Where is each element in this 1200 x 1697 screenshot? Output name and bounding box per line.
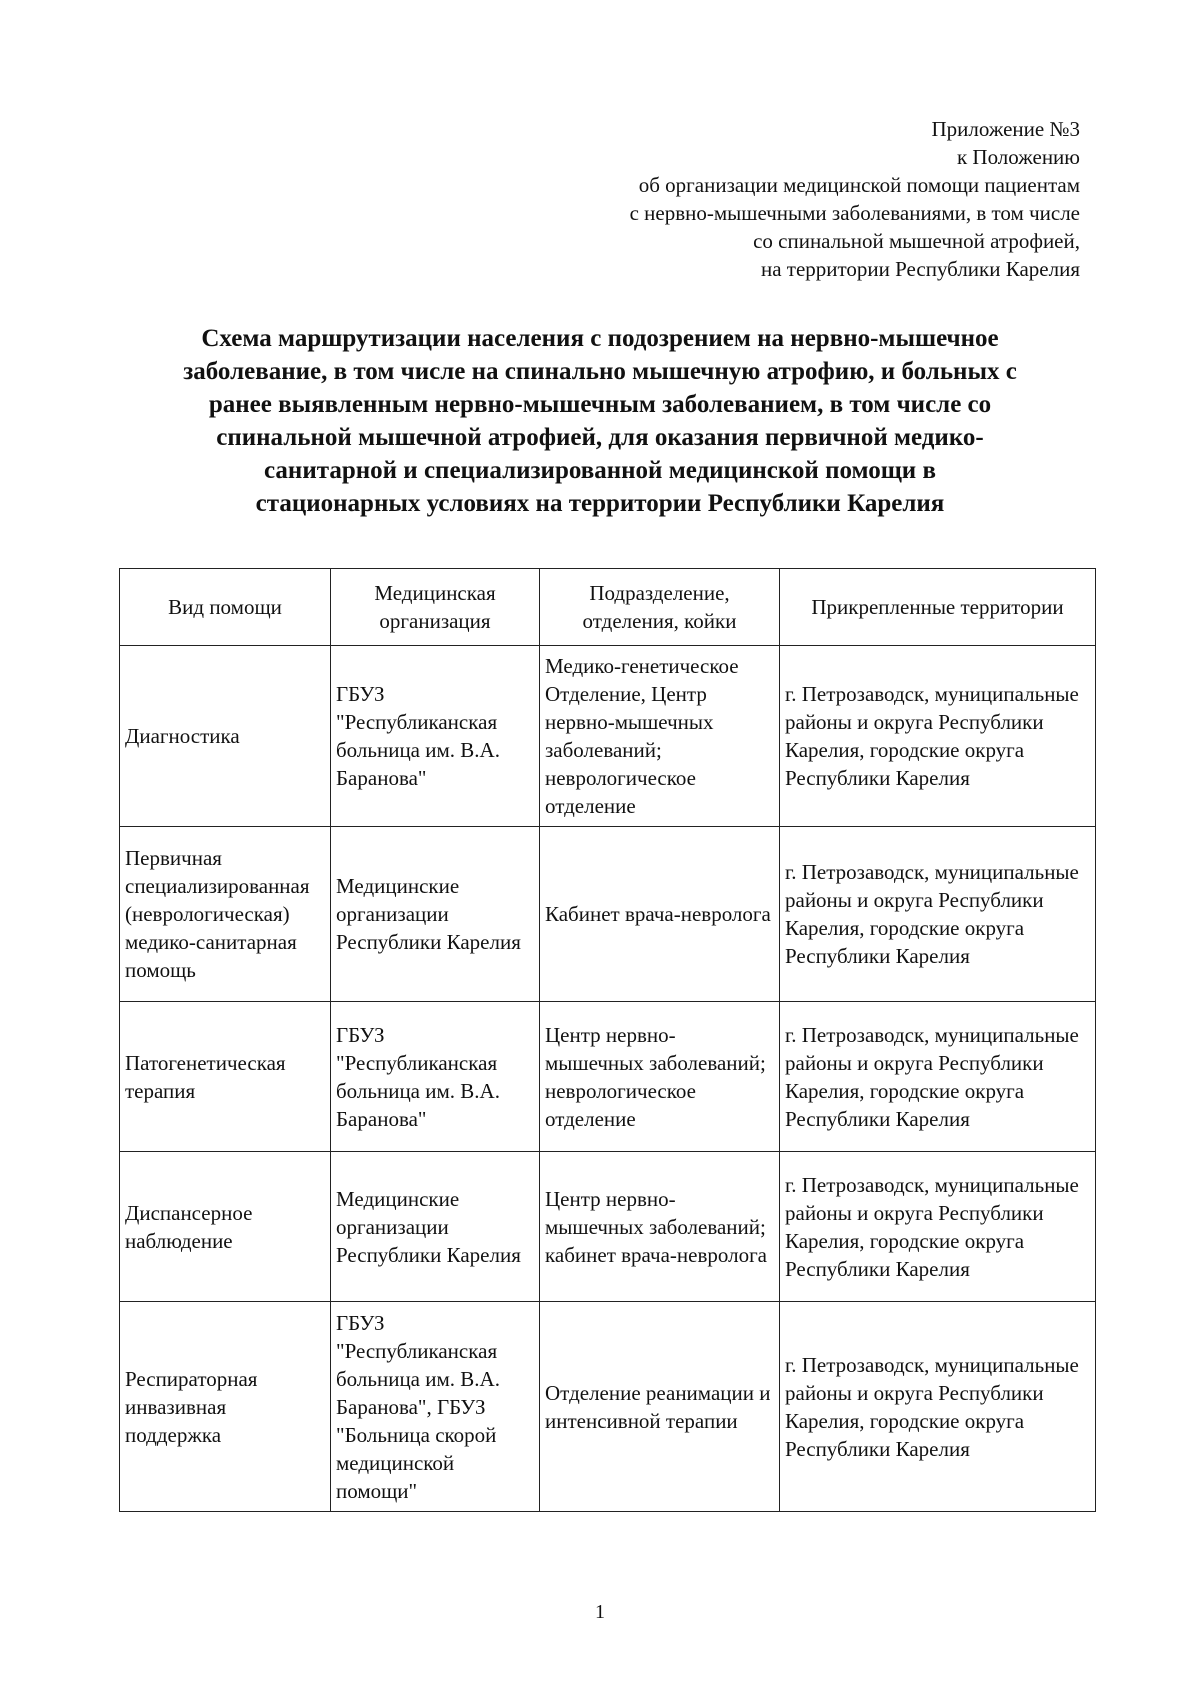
cell-territories: г. Петрозаводск, муниципальные районы и округа Республики Карелия, городские округа Республики Карелия [780, 1302, 1096, 1512]
cell-department: Центр нервно-мышечных заболеваний; неврологическое отделение [540, 1002, 780, 1152]
header-department: Подразделение, отделения, койки [540, 569, 780, 646]
appendix-line: к Положению [956, 145, 1080, 169]
cell-care-type: Диспансерное наблюдение [120, 1152, 331, 1302]
routing-table [119, 568, 1096, 1512]
title-line: санитарной и специализированной медицинской помощи в [264, 457, 936, 484]
title-line: стационарных условиях на территории Республики Карелия [255, 490, 945, 517]
cell-organization: Медицинские организации Республики Карелия [331, 827, 540, 1002]
cell-care-type: Респираторная инвазивная поддержка [120, 1302, 331, 1512]
appendix-line: на территории Республики Карелия [760, 257, 1080, 281]
cell-care-type: Первичная специализированная (неврологическая) медико-санитарная помощь [120, 827, 331, 1002]
cell-department: Отделение реанимации и интенсивной терапии [540, 1302, 780, 1512]
title-line: заболевание, в том числе на спинально мышечную атрофию, и больных с [183, 358, 1017, 385]
cell-department: Медико-генетическое Отделение, Центр нервно-мышечных заболеваний; неврологическое отделение [540, 646, 780, 827]
appendix-line: со спинальной мышечной атрофией, [753, 229, 1080, 253]
cell-care-type: Диагностика [120, 646, 331, 827]
header-organization: Медицинская организация [331, 569, 540, 646]
title-line: ранее выявленным нервно-мышечным заболеванием, в том числе со [208, 391, 992, 418]
appendix-line: об организации медицинской помощи пациентам [638, 173, 1080, 197]
cell-territories: г. Петрозаводск, муниципальные районы и округа Республики Карелия, городские округа Республики Карелия [780, 646, 1096, 827]
cell-organization: ГБУЗ "Республиканская больница им. В.А. Баранова" [331, 646, 540, 827]
title-line: спинальной мышечной атрофией, для оказания первичной медико- [216, 424, 984, 451]
table-row [120, 1302, 1096, 1512]
table-row [120, 827, 1096, 1002]
appendix-header [380, 115, 1080, 283]
header-care-type: Вид помощи [120, 569, 331, 646]
cell-territories: г. Петрозаводск, муниципальные районы и округа Республики Карелия, городские округа Республики Карелия [780, 1152, 1096, 1302]
header-territories: Прикрепленные территории [780, 569, 1096, 646]
cell-department: Центр нервно-мышечных заболеваний; кабинет врача-невролога [540, 1152, 780, 1302]
cell-territories: г. Петрозаводск, муниципальные районы и округа Республики Карелия, городские округа Республики Карелия [780, 827, 1096, 1002]
title-line: Схема маршрутизации населения с подозрением на нервно-мышечное [201, 325, 999, 352]
cell-territories: г. Петрозаводск, муниципальные районы и округа Республики Карелия, городские округа Республики Карелия [780, 1002, 1096, 1152]
appendix-line: с нервно-мышечными заболеваниями, в том числе [629, 201, 1080, 225]
table-row [120, 1152, 1096, 1302]
cell-organization: ГБУЗ "Республиканская больница им. В.А. Баранова" [331, 1002, 540, 1152]
table-row [120, 1002, 1096, 1152]
table-row [120, 646, 1096, 827]
cell-department: Кабинет врача-невролога [540, 827, 780, 1002]
table-header-row [120, 569, 1096, 646]
document-title [110, 322, 1090, 520]
cell-organization: ГБУЗ "Республиканская больница им. В.А. Баранова", ГБУЗ "Больница скорой медицинской помощи" [331, 1302, 540, 1512]
cell-care-type: Патогенетическая терапия [120, 1002, 331, 1152]
appendix-line: Приложение №3 [931, 117, 1080, 141]
cell-organization: Медицинские организации Республики Карелия [331, 1152, 540, 1302]
page-number: 1 [595, 1601, 605, 1623]
